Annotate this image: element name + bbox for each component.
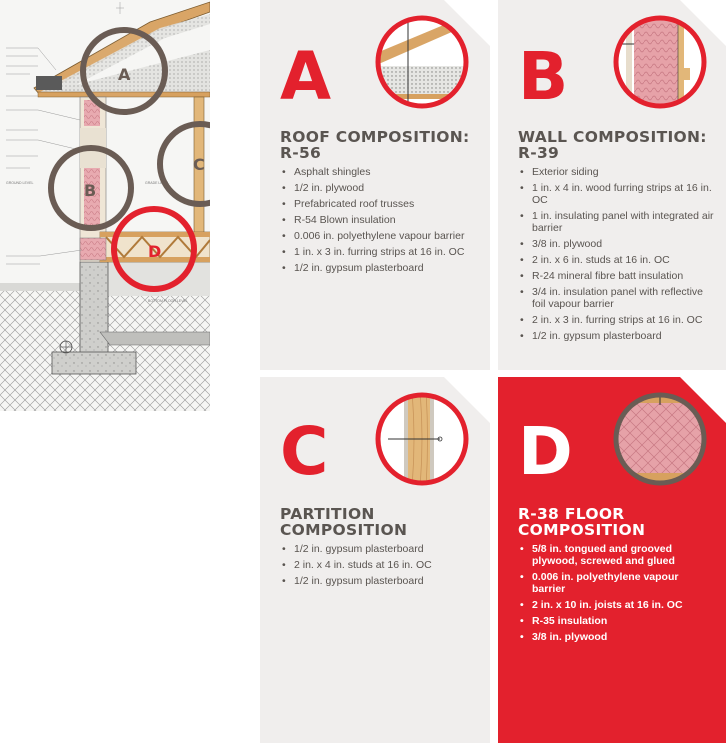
roof-detail-icon xyxy=(374,14,470,110)
list-item: • 3/4 in. insulation panel with reflective foil vapour barrier xyxy=(518,286,714,310)
list-item: • 1/2 in. gypsum plasterboard xyxy=(280,543,480,555)
drawing-label-a: A xyxy=(118,65,131,84)
card-b-list xyxy=(518,166,714,346)
list-item: • 1/2 in. gypsum plasterboard xyxy=(518,330,714,342)
wall-detail-icon xyxy=(612,14,708,110)
list-item: • R-54 Blown insulation xyxy=(280,214,480,226)
house-section-drawing xyxy=(0,0,210,411)
card-a-letter: A xyxy=(280,38,332,115)
list-item: • R-24 mineral fibre batt insulation xyxy=(518,270,714,282)
list-item: • 3/8 in. plywood xyxy=(518,238,714,250)
list-item: • Prefabricated roof trusses xyxy=(280,198,480,210)
card-d xyxy=(498,377,726,743)
list-item: • 1/2 in. gypsum plasterboard xyxy=(280,262,480,274)
list-item: • 2 in. x 6 in. studs at 16 in. OC xyxy=(518,254,714,266)
list-item: • 1 in. insulating panel with integrated air barrier xyxy=(518,210,714,234)
card-b-letter: B xyxy=(518,38,569,115)
list-item: • Asphalt shingles xyxy=(280,166,480,178)
list-item: • Exterior siding xyxy=(518,166,714,178)
drawing-label-d: D xyxy=(148,242,162,261)
list-item: • 1/2 in. gypsum plasterboard xyxy=(280,575,480,587)
list-item: • 2 in. x 4 in. studs at 16 in. OC xyxy=(280,559,480,571)
list-item: • 5/8 in. tongued and grooved plywood, screwed and glued xyxy=(518,543,714,567)
card-a-title: ROOF COMPOSITION: R-56 xyxy=(280,128,470,162)
partition-detail-icon xyxy=(374,391,470,487)
section-drawing-svg xyxy=(0,0,210,411)
list-item: • 2 in. x 3 in. furring strips at 16 in. OC xyxy=(518,314,714,326)
card-d-letter: D xyxy=(518,413,573,490)
list-item: • 0.006 in. polyethylene vapour barrier xyxy=(280,230,480,242)
ground-level-label: GROUND LEVEL xyxy=(6,181,34,185)
card-d-list xyxy=(518,543,714,647)
list-item: • 1/2 in. plywood xyxy=(280,182,480,194)
footing xyxy=(52,352,136,374)
drawing-label-b: B xyxy=(84,181,97,200)
drawing-label-c: C xyxy=(193,155,205,174)
floor-detail-icon xyxy=(612,391,708,487)
foundation-wall xyxy=(80,262,108,362)
list-item: • 2 in. x 10 in. joists at 16 in. OC xyxy=(518,599,714,611)
list-item: • 0.006 in. polyethylene vapour barrier xyxy=(518,571,714,595)
bottom-floor-label: BOTTOM FLOOR LEVEL xyxy=(148,299,188,303)
card-c-letter: C xyxy=(280,413,329,490)
card-c xyxy=(260,377,490,743)
card-a-list xyxy=(280,166,480,278)
card-c-title: PARTITION COMPOSITION xyxy=(280,505,408,539)
list-item: • 1 in. x 4 in. wood furring strips at 16 in. OC xyxy=(518,182,714,206)
card-d-title: R-38 FLOOR COMPOSITION xyxy=(518,505,646,539)
card-b-title: WALL COMPOSITION: R-39 xyxy=(518,128,707,162)
list-item: • 3/8 in. plywood xyxy=(518,631,714,643)
card-c-list xyxy=(280,543,480,591)
list-item: • R-35 insulation xyxy=(518,615,714,627)
card-a xyxy=(260,0,490,370)
card-b xyxy=(498,0,726,370)
grade-level-label: GRADE LEVEL xyxy=(145,181,170,185)
list-item: • 1 in. x 3 in. furring strips at 16 in. OC xyxy=(280,246,480,258)
